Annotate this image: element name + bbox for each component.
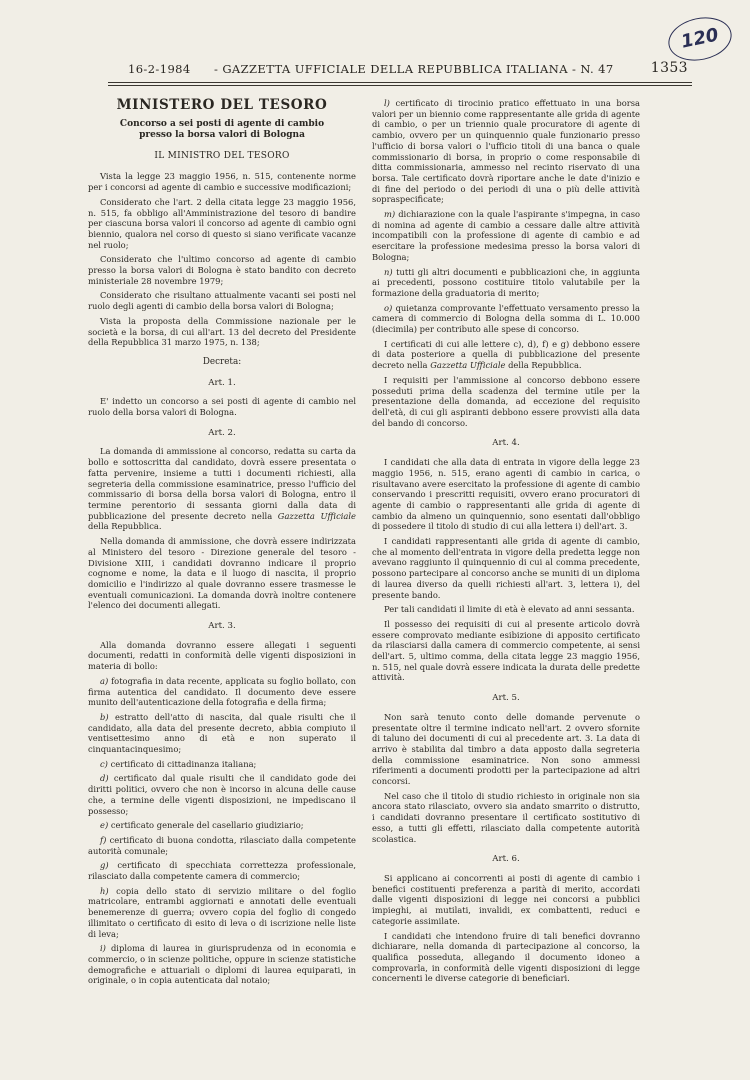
item-letter: b) [100,711,109,722]
certificates-paragraph [372,339,640,371]
decreta-heading: Decreta: [202,356,242,367]
left-column [88,98,356,990]
art-3-item-a [88,676,356,708]
header-rule [108,82,692,83]
item-text: dichiarazione con la quale l'aspirante s'impegna, in caso di nomina ad agente di cambio a cessare dalle altre attività incompatibili con la professione di agente di cambio e ad esercitare la professione medesima presso la borsa valori di Bologna; [372,209,640,262]
header-date: 16-2-1984 [128,62,191,76]
item-letter: i) [100,943,106,954]
art-1-text: E' indetto un concorso a sei posti di agente di cambio nel ruolo della borsa valori di Bologna. [88,396,356,418]
art-2-text-b: della Repubblica. [88,521,162,532]
page-number: 1353 [650,60,688,76]
item-text: diploma di laurea in giurisprudenza od in economia e commercio, o in scienze politiche, oppure in scienze statistiche demografiche e attuariali o diplomi di laurea equiparati, in originale, o in copia autenticata dal notaio; [88,943,356,986]
concorso-line-2: presso la borsa valori di Bologna [139,129,305,140]
preamble-paragraph: Considerato che l'ultimo concorso ad agente di cambio presso la borsa valori di Bologna è stato bandito con decreto ministeriale 28 novembre 1979; [88,254,356,286]
item-text: certificato di cittadinanza italiana; [110,758,257,769]
item-text: copia dello stato di servizio militare o del foglio matricolare, entrambi aggiornati e annotati delle eventuali benemerenze di guerra; ovvero copia del foglio di congedo illimitato o certificato di esito di leva o di iscrizione nelle liste di leva; [88,885,357,939]
art-2-heading: Art. 2. [208,427,236,438]
art-4-paragraph: Il possesso dei requisiti di cui al presente articolo dovrà essere comprovato mediante esibizione di apposito certificato da rilasciarsi dalla camera di commercio competente, ai sensi dell'art. 5, ultimo comma, della citata legge 23 maggio 1956, n. 515, nel quale dovrà essere indicata la durata delle predette attività. [372,618,640,683]
il-ministro-heading: IL MINISTRO DEL TESORO [154,150,290,161]
art-3-item-d [88,773,356,816]
item-text: quietanza comprovante l'effettuato versamento presso la camera di commercio di Bologna della somma di L. 10.000 (diecimila) per contributo alle spese di concorso. [372,302,640,335]
art-3-item-h [88,886,356,940]
art-2-text-a: La domanda di ammissione al concorso, redatta su carta da bollo e sottoscritta dal candidato, dovrà essere presentata o fatta pervenire, insieme a tutti i documenti richiesti, alla segreteria della commissione esaminatrice, presso l'ufficio del commissario di borsa della borsa valori di Bologna, entro il termine perentorio di sessanta giorni dalla data di pubblicazione del presente decreto nella [88,446,356,521]
art-6-heading: Art. 6. [492,854,520,865]
item-text: tutti gli altri documenti e pubblicazioni che, in aggiunta ai precedenti, possono costituire titolo valutabile per la formazione della graduatoria di merito; [372,266,640,298]
art-2-paragraph [88,446,356,532]
preamble-paragraph: Vista la legge 23 maggio 1956, n. 515, contenente norme per i concorsi ad agente di cambio e successive modificazioni; [88,171,356,193]
item-letter: e) [100,820,109,831]
gazzetta-ufficiale-ref: Gazzetta Ufficiale [430,360,506,371]
art-3-item-n [372,267,640,299]
item-text: certificato dal quale risulti che il candidato gode dei diritti politici, ovvero che non è incorso in alcuna delle cause che, a termine delle vigenti disposizioni, ne impediscano il possesso; [88,773,356,816]
art-3-item-g [88,860,356,881]
page-header [108,62,688,82]
cert-text-b: della Repubblica. [505,360,582,371]
header-rule-2 [108,85,692,86]
item-text: certificato di specchiata correttezza professionale, rilasciato dalla competente camera di commercio; [88,860,356,882]
item-letter: a) [100,675,109,686]
item-text: fotografia in data recente, applicata su foglio bollato, con firma autentica del candidato. Il documento deve essere munito dell'autenticazione della fotografia e della firma; [88,675,356,708]
item-letter: g) [100,860,109,871]
preamble-paragraph: Considerato che l'art. 2 della citata legge 23 maggio 1956, n. 515, fa obbligo all'Amministrazione del tesoro di bandire per ciascuna borsa valori il concorso ad agente di cambio ogni biennio, qualora nel corso di questo si siano verificate vacanze nel ruolo; [88,196,356,250]
item-letter: l) [384,98,390,108]
art-4-paragraph: I candidati che alla data di entrata in vigore della legge 23 maggio 1956, n. 515, erano agenti di cambio in carica, o risultavano avere esercitato la professione di agente di cambio conservando i prescritti requisiti, ovvero erano procuratori di agente di cambio o rappresentanti alle grida di agente di cambio da almeno un quinquennio, sono esentati dall'obbligo di possedere il titolo di studio di cui alla lettera i) dell'art. 3. [372,457,640,532]
handwritten-page-stamp: 120 [664,12,735,66]
concorso-heading [88,119,356,141]
header-title: - GAZZETTA UFFICIALE DELLA REPUBBLICA ITALIANA - N. 47 [214,62,614,76]
art-2-paragraph: Nella domanda di ammissione, che dovrà essere indirizzata al Ministero del tesoro - Direzione generale del tesoro - Divisione XIII, i candidati dovranno indicare il proprio cognome e nome, la data e il luogo di nascita, il proprio domicilio e l'indirizzo al quale dovranno essere trasmesse le eventuali comunicazioni. La domanda dovrà inoltre contenere l'elenco dei documenti allegati. [88,536,356,611]
concorso-line-1: Concorso a sei posti di agente di cambio [119,118,325,129]
item-letter: c) [100,758,108,769]
item-letter: o) [384,302,393,313]
art-3-item-b [88,712,356,755]
item-letter: h) [100,885,109,896]
art-5-paragraph: Nel caso che il titolo di studio richiesto in originale non sia ancora stato rilasciato, ovvero sia andato smarrito o distrutto, i candidati dovranno presentare il certificato sostitutivo di esso, a tutti gli effetti, rilasciato dalla competente autorità scolastica. [372,790,640,844]
art-3-item-i [88,943,356,986]
requirements-paragraph: I requisiti per l'ammissione al concorso debbono essere posseduti prima della scadenza del termine utile per la presentazione della domanda, ad eccezione del requisito dell'età, di cui gli aspiranti debbono essere provvisti alla data del bando di concorso. [372,374,640,428]
art-3-item-o [372,303,640,335]
ministry-heading: MINISTERO DEL TESORO [116,97,328,113]
item-text: certificato di buona condotta, rilasciato dalla competente autorità comunale; [88,834,356,856]
art-6-paragraph: Si applicano ai concorrenti ai posti di agente di cambio i benefici costituenti preferenza a parità di merito, accordati dalle vigenti disposizioni di legge nei concorsi a pubblici impieghi, ai mutilati, invalidi, ex combattenti, reduci e categorie assimilate. [372,873,640,926]
art-3-item-m [372,209,640,263]
art-4-paragraph: I candidati rappresentanti alle grida di agente di cambio, che al momento dell'entrata in vigore della predetta legge non avevano raggiunto il quinquennio di cui al comma precedente, possono partecipare al concorso anche se muniti di un diploma di laurea diverso da quelli richiesti all'art. 3, lettera i), del presente bando. [372,536,640,600]
item-letter: m) [384,209,396,220]
preamble-paragraph: Considerato che risultano attualmente vacanti sei posti nel ruolo degli agenti di cambio della borsa valori di Bologna; [88,290,356,312]
art-5-paragraph: Non sarà tenuto conto delle domande pervenute o presentate oltre il termine indicato nell'art. 2 ovvero sfornite di taluno dei documenti di cui al precedente art. 3. La data di arrivo è stabilita dal timbro a data apposto dalla segreteria della commissione esaminatrice. Non sono ammessi riferimenti a documenti prodotti per la partecipazione ad altri concorsi. [372,711,640,787]
art-3-item-f [88,835,356,856]
preamble-paragraph: Vista la proposta della Commissione nazionale per le società e la borsa, di cui all'art. 13 del decreto del Presidente della Repubblica 31 marzo 1975, n. 138; [88,315,356,348]
art-4-heading: Art. 4. [492,438,520,449]
right-column [372,98,640,988]
art-6-paragraph: I candidati che intendono fruire di tali benefici dovranno dichiarare, nella domanda di partecipazione al concorso, la qualifica posseduta, allegando il documento idoneo a comprovarla, in conformità delle vigenti disposizioni di legge concernenti le diverse categorie di beneficiari. [372,930,640,984]
art-3-heading: Art. 3. [208,621,236,632]
item-text: certificato di tirocinio pratico effettuato in una borsa valori per un biennio come rappresentante alle grida di agente di cambio, o per un triennio quale procuratore di agente di cambio, ovvero per un quinquennio quale funzionario presso l'ufficio di borsa valori o l'ufficio titoli di una banca o quale commissionario di borsa, in proprio o come responsabile di ditta commissionaria, ammesso nel recinto riservato di una borsa. Tale certificato dovrà riportare anche le date d'inizio e di fine del periodo o dei periodi di una o più delle attività sopraspecificate; [372,98,641,205]
gazzetta-ufficiale-ref: Gazzetta Ufficiale [277,510,356,521]
cert-text-a: I certificati di cui alle lettere c), d), f) e g) debbono essere di data posteriore a quella di pubblicazione del presente decreto nella [372,338,640,371]
art-4-paragraph: Per tali candidati il limite di età è elevato ad anni sessanta. [384,604,635,615]
art-3-item-e [88,820,356,831]
art-3-intro: Alla domanda dovranno essere allegati i seguenti documenti, redatti in conformità delle vigenti disposizioni in materia di bollo: [88,639,356,672]
art-3-item-l [372,98,640,205]
item-text: certificato generale del casellario giudiziario; [110,820,304,831]
art-5-heading: Art. 5. [492,693,520,704]
item-text: estratto dell'atto di nascita, dal quale risulti che il candidato, alla data del presente decreto, abbia compiuto il ventisettesimo anno di età e non superato il cinquantacinquesimo; [88,711,356,755]
art-1-heading: Art. 1. [208,377,236,388]
item-letter: n) [384,266,393,277]
art-3-item-c [88,759,356,770]
item-letter: d) [100,773,109,784]
item-letter: f) [100,834,107,845]
